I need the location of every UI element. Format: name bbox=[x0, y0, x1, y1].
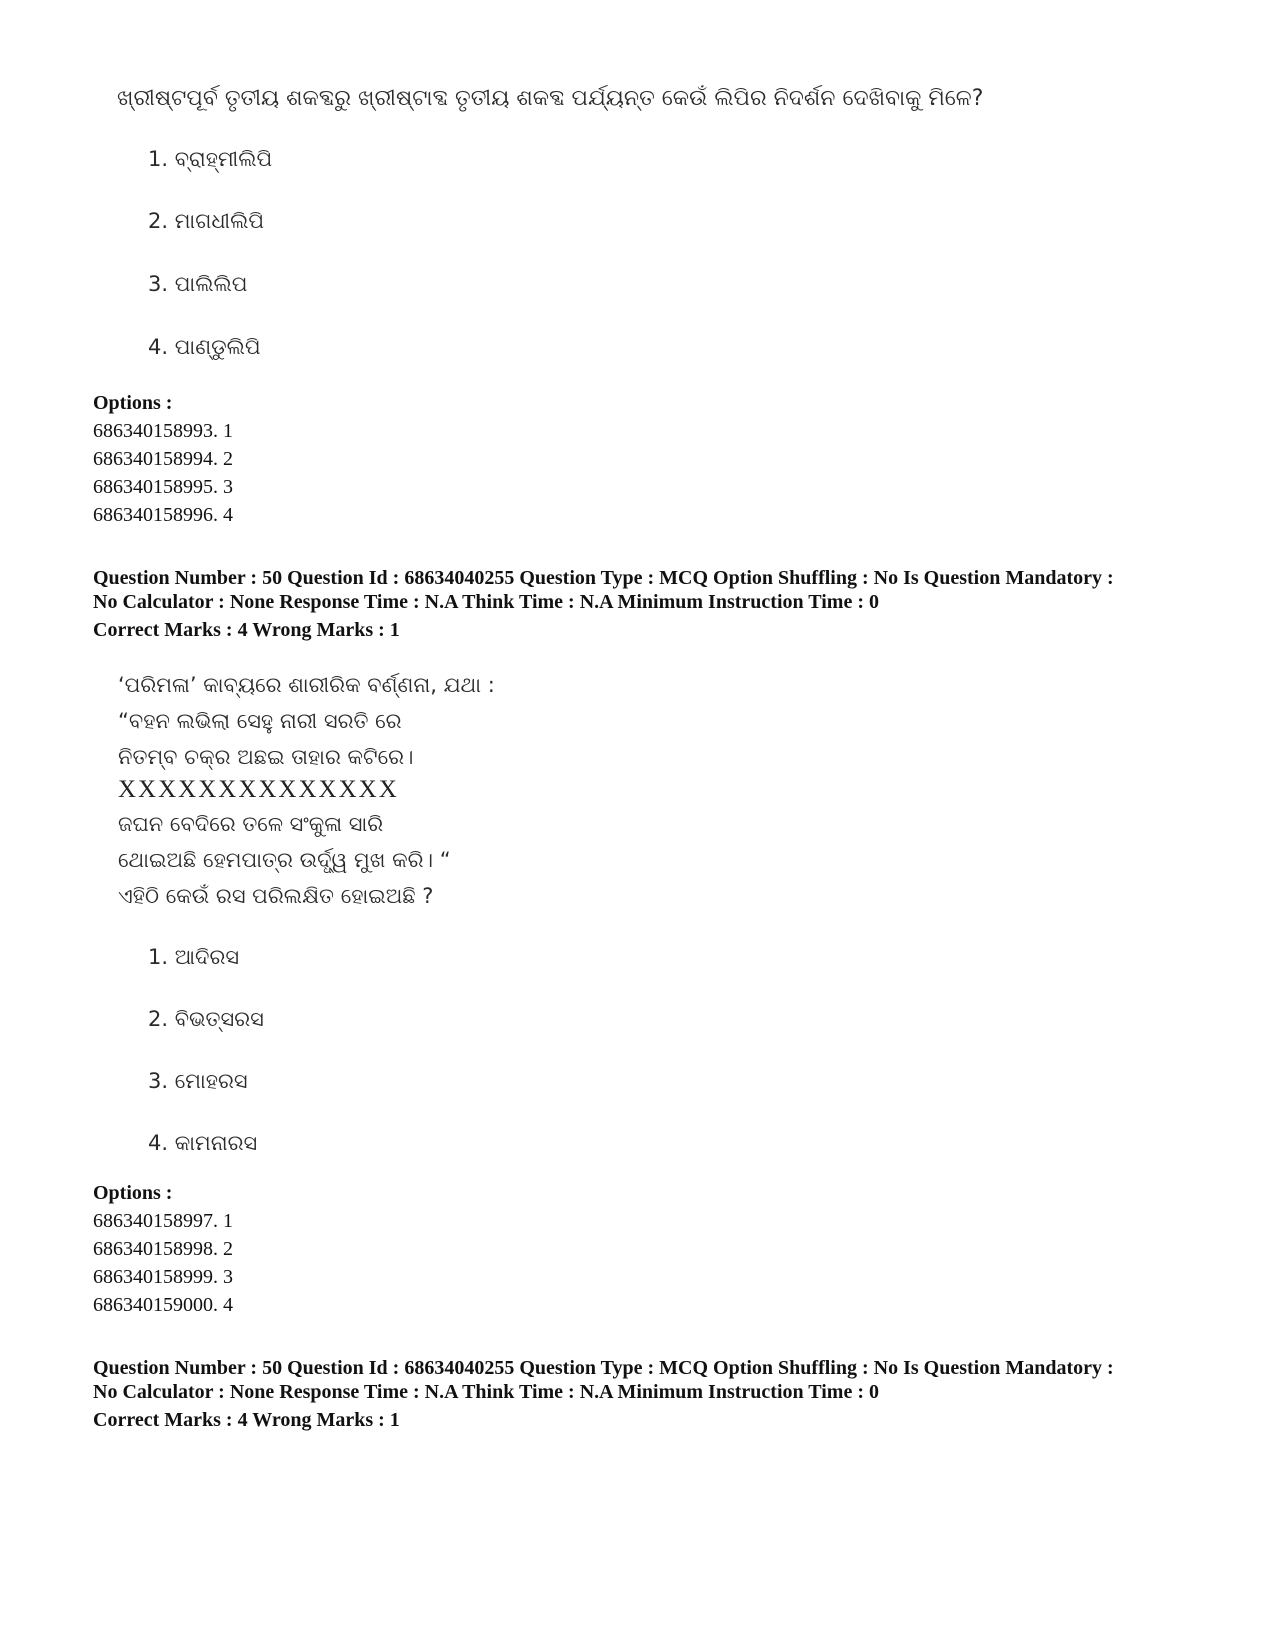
option-id-1: 686340158997. 1 bbox=[93, 1210, 233, 1232]
question-text: ଖ୍ରୀଷ୍ଟପୂର୍ବ ତୃତୀୟ ଶକବ୍ଦରୁ ଖ୍ରୀଷ୍ଟାବ୍ଦ ତୃତୀୟ ଶକବ୍ଦ ପର୍ଯ୍ୟନ୍ତ କେଉଁ ଲିପିର ନିଦର୍ଶନ ଦେଖିବାକୁ ମିଳେ? bbox=[117, 86, 984, 111]
question-meta-line-2: No Calculator : None Response Time : N.A Think Time : N.A Minimum Instruction Time : 0 bbox=[93, 591, 879, 613]
option-id-2: 686340158994. 2 bbox=[93, 448, 233, 470]
question-choice-4: 4. ପାଣ୍ଡୁଲିପି bbox=[148, 335, 261, 359]
option-id-2: 686340158998. 2 bbox=[93, 1238, 233, 1260]
poem-line-1: ‘ପରିମଳା’ କାବ୍ୟରେ ଶାରୀରିକ ବର୍ଣ୍ଣନା, ଯଥା : bbox=[118, 673, 495, 697]
question-meta-line-1: Question Number : 50 Question Id : 68634040255 Question Type : MCQ Option Shuffling : No Is Question Mandatory : bbox=[93, 1357, 1114, 1379]
poem-line-6: ଥୋଇଅଛି ହେମପାତ୍ର ଉର୍ଦ୍ଧ୍ୱ ମୁଖ କରି। “ bbox=[118, 848, 451, 872]
question-choice-1: 1. ବ୍ରାହ୍ମୀଲିପି bbox=[148, 147, 273, 171]
question-marks: Correct Marks : 4 Wrong Marks : 1 bbox=[93, 619, 400, 641]
question-meta-line-1: Question Number : 50 Question Id : 68634040255 Question Type : MCQ Option Shuffling : No Is Question Mandatory : bbox=[93, 567, 1114, 589]
options-label: Options : bbox=[93, 392, 173, 414]
question-choice-2: 2. ବିଭତ୍ସରସ bbox=[148, 1007, 264, 1031]
option-id-4: 686340159000. 4 bbox=[93, 1294, 233, 1316]
question-choice-3: 3. ପାଲିଲିପ bbox=[148, 272, 248, 296]
question-choice-1: 1. ଆଦିରସ bbox=[148, 945, 240, 969]
option-id-3: 686340158995. 3 bbox=[93, 476, 233, 498]
question-meta-line-2: No Calculator : None Response Time : N.A Think Time : N.A Minimum Instruction Time : 0 bbox=[93, 1381, 879, 1403]
option-id-3: 686340158999. 3 bbox=[93, 1266, 233, 1288]
option-id-4: 686340158996. 4 bbox=[93, 504, 233, 526]
poem-line-3: ନିତମ୍ବ ଚକ୍ର ଅଛଇ ତାହାର କଟିରେ। bbox=[118, 745, 414, 769]
poem-line-5: ଜଘନ ବେଦିରେ ତଳେ ସଂକୁଳା ସାରି bbox=[118, 812, 384, 836]
poem-line-4: XXXXXXXXXXXXXX bbox=[118, 776, 399, 803]
question-choice-4: 4. କାମନାରସ bbox=[148, 1131, 258, 1155]
question-marks: Correct Marks : 4 Wrong Marks : 1 bbox=[93, 1409, 400, 1431]
question-choice-2: 2. ମାଗଧୀଲିପି bbox=[148, 209, 265, 233]
question-choice-3: 3. ମୋହରସ bbox=[148, 1069, 248, 1093]
poem-line-2: “ବହନ ଲଭିଲା ସେହୁ ନାରୀ ସରତି ରେ bbox=[118, 709, 402, 733]
options-label: Options : bbox=[93, 1182, 173, 1204]
option-id-1: 686340158993. 1 bbox=[93, 420, 233, 442]
poem-line-7: ଏହିଠି କେଉଁ ରସ ପରିଲକ୍ଷିତ ହୋଇଅଛି ? bbox=[118, 884, 434, 908]
